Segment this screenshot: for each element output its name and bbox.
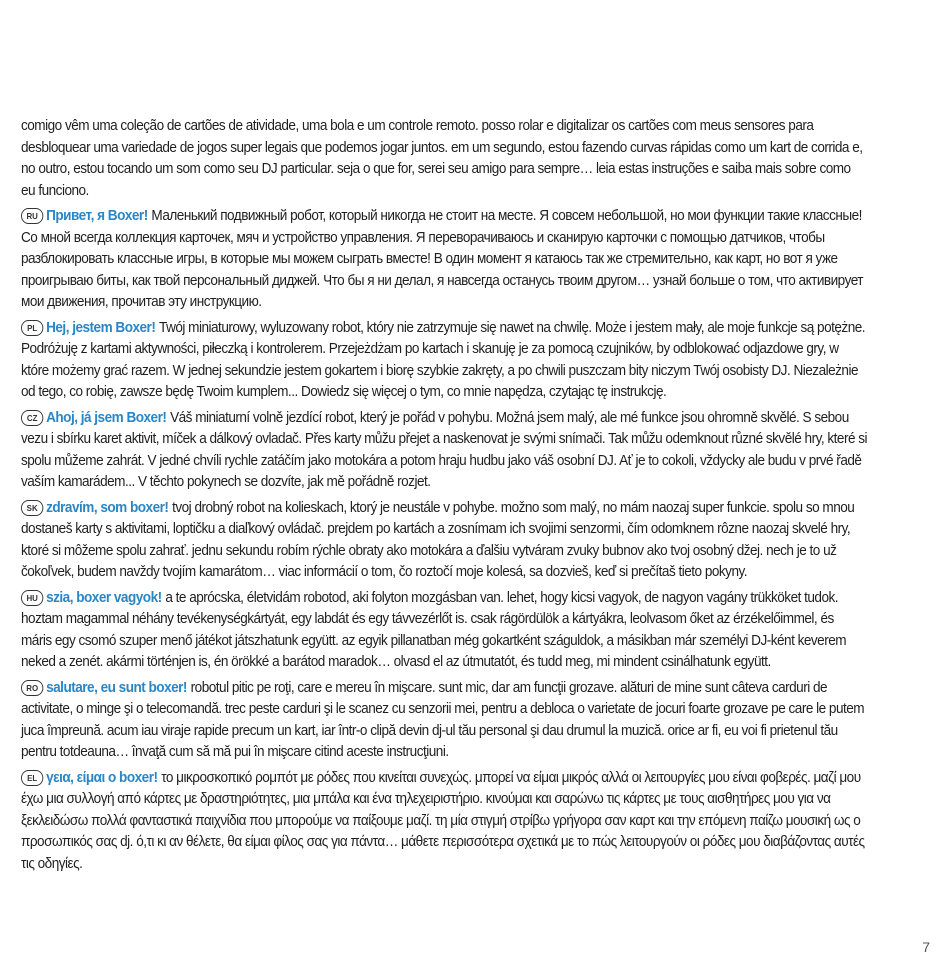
text-ro: robotul pitic pe roţi, care e mereu în mişcare. sunt mic, dar am funcţii grozave. alături de mine sunt câteva carduri de activitate, o minge şi o telecomandă. trec peste carduri şi le scanez cu senzorii mei, pentru a debloca o varietate de jocuri foarte grozave pe care le putem juca împreună. acum iau viraje rapide precum un kart, iar într-o clipă devin dj-ul tău personal şi dau drumul la muzică. orice ar fi, eu voi fi prietenul tău pentru totdeauna… învaţă cum să mă pui în mişcare citind aceste instrucţiuni. bbox=[21, 679, 865, 760]
language-badge-pl: PL bbox=[21, 320, 43, 336]
greeting-ro: salutare, eu sunt boxer! bbox=[46, 679, 187, 696]
text-sk: tvoj drobný robot na kolieskach, ktorý je neustále v pohybe. možno som malý, no mám naozaj super funkcie. spolu so mnou dostaneš karty s aktivitami, loptičku a diaľkový ovládač. prejdem po kartách a zosnímam ich svojimi senzormi, čím odomknem rôzne naozaj skvelé hry, ktoré si môžeme spolu zahrať. jednu sekundu robím rýchle obraty ako motokára a ďalšiu vytváram zvuky bubnov ako tvoj osobný džej. nech je to už čokoľvek, budem navždy tvojím kamarátom… viac informácií o tom, čo roztočí moje kolesá, sa dozvieš, keď si prečítaš tieto pokyny. bbox=[21, 499, 855, 580]
section-cz bbox=[21, 408, 867, 494]
language-badge-ru: RU bbox=[21, 208, 43, 224]
text-ru: Маленький подвижный робот, который никогда не стоит на месте. Я совсем небольшой, но мои функции такие классные! Со мной всегда коллекция карточек, мяч и устройство управления. Я переворачиваюсь и сканирую карточки с помощью датчиков, чтобы разблокировать классные игры, в которые мы можем сыграть вместе! В один момент я катаюсь так же стремительно, как карт, но вот я уже проигрываю биты, как твой персональный диджей. Что бы я ни делал, я навсегда останусь твоим другом… узнай больше о том, что активирует мои движения, прочитав эту инструкцию. bbox=[21, 208, 863, 310]
text-pl: Twój miniaturowy, wyluzowany robot, który nie zatrzymuje się nawet na chwilę. Może i jestem mały, ale moje funkcje są potężne. Podróżuję z kartami aktywności, piłeczką i kontrolerem. Przejeżdżam po kartach i skanuję je za pomocą czujników, by odblokować odjazdowe gry, w które możemy grać razem. W jednej sekundzie jestem gokartem i biorę szybkie zakręty, a po chwili puszczam bity niczym Twój osobisty DJ. Niezależnie od tego, co robię, zawsze będę Twoim kumplem... Dowiedz się więcej o tym, co mnie napędza, czytając tę instrukcję. bbox=[21, 319, 866, 400]
greeting-el: γεια, είμαι ο boxer! bbox=[46, 769, 158, 786]
text-hu: a te aprócska, életvidám robotod, aki folyton mozgásban van. lehet, hogy kicsi vagyok, de nagyon vagány trükköket tudok. hoztam magammal néhány tevékenységkártyát, egy labdát és egy távvezérlőt is. csak rágördülök a kártyákra, leolvasom őket az érzékelőimmel, és máris egy csomó szuper menő játékot játszhatunk együtt. az egyik pillanatban még gokartként száguldok, a másikban már személyi DJ-ként keverem neked a zenét. akármi történjen is, én örökké a barátod maradok… olvasd el az útmutatót, és tudd meg, mi mindent csinálhatunk együtt. bbox=[21, 589, 847, 670]
section-pl bbox=[21, 318, 867, 404]
greeting-pl: Hej, jestem Boxer! bbox=[46, 319, 156, 336]
language-badge-sk: SK bbox=[21, 500, 43, 516]
language-badge-ro: RO bbox=[21, 680, 43, 696]
instructions-text bbox=[21, 116, 867, 879]
greeting-cz: Ahoj, já jsem Boxer! bbox=[46, 409, 167, 426]
language-badge-cz: CZ bbox=[21, 410, 43, 426]
greeting-sk: zdravím, som boxer! bbox=[46, 499, 169, 516]
greeting-ru: Привет, я Boxer! bbox=[46, 208, 148, 224]
section-ro bbox=[21, 678, 867, 764]
intro-paragraph: comigo vêm uma coleção de cartões de atividade, uma bola e um controle remoto. posso rolar e digitalizar os cartões com meus sensores para desbloquear uma variedade de jogos super legais que podemos jogar juntos. em um segundo, estou fazendo curvas rápidas como um kart de corrida e, no outro, estou tocando um som como seu DJ particular. seja o que for, serei seu amigo para sempre… leia estas instruções e saiba mais sobre como eu funciono. bbox=[21, 118, 863, 199]
language-badge-hu: HU bbox=[21, 590, 43, 606]
section-el bbox=[21, 768, 867, 876]
text-cz: Váš miniaturní volně jezdící robot, který je pořád v pohybu. Možná jsem malý, ale mé funkce jsou ohromně skvělé. S sebou vezu i sbírku karet aktivit, míček a dálkový ovladač. Přes karty můžu přejet a naskenovat je svými snímači. Tak můžu odemknout různé skvělé hry, které si spolu můžeme zahrát. V jedné chvíli rychle zatáčím jako motokára a potom hraju hudbu jako váš osobní DJ. Ať je to cokoli, vždycky ale budu v prvé řadě vaším kamarádem... V těchto pokynech se dozvíte, jak mě pořádně rozjet. bbox=[21, 409, 868, 490]
language-badge-el: EL bbox=[21, 770, 43, 786]
section-ru bbox=[21, 206, 867, 314]
section-hu bbox=[21, 588, 867, 674]
text-el: το μικροσκοπικό ρομπότ με ρόδες που κινείται συνεχώς. μπορεί να είμαι μικρός αλλά οι λειτουργίες μου είναι φοβερές. μαζί μου έχω μια συλλογή από κάρτες με δραστηριότητες, μια μπάλα και ένα τηλεχειριστήριο. κινούμαι και σαρώνω τις κάρτες με τους αισθητήρες μου για να ξεκλειδώσω πολλά φανταστικά παιχνίδια που μπορούμε να παίξουμε μαζί. τη μία στιγμή στρίβω γρήγορα σαν καρτ και την επόμενη παίζω μουσική ως ο προσωπικός σας dj. ό,τι κι αν θέλετε, θα είμαι φίλος σας για πάντα… μάθετε περισσότερα σχετικά με το πώς λειτουργούν οι ρόδες μου διαβάζοντας αυτές τις οδηγίες. bbox=[21, 769, 865, 872]
section-sk bbox=[21, 498, 867, 584]
greeting-hu: szia, boxer vagyok! bbox=[46, 589, 162, 606]
page-number: 7 bbox=[922, 939, 930, 955]
